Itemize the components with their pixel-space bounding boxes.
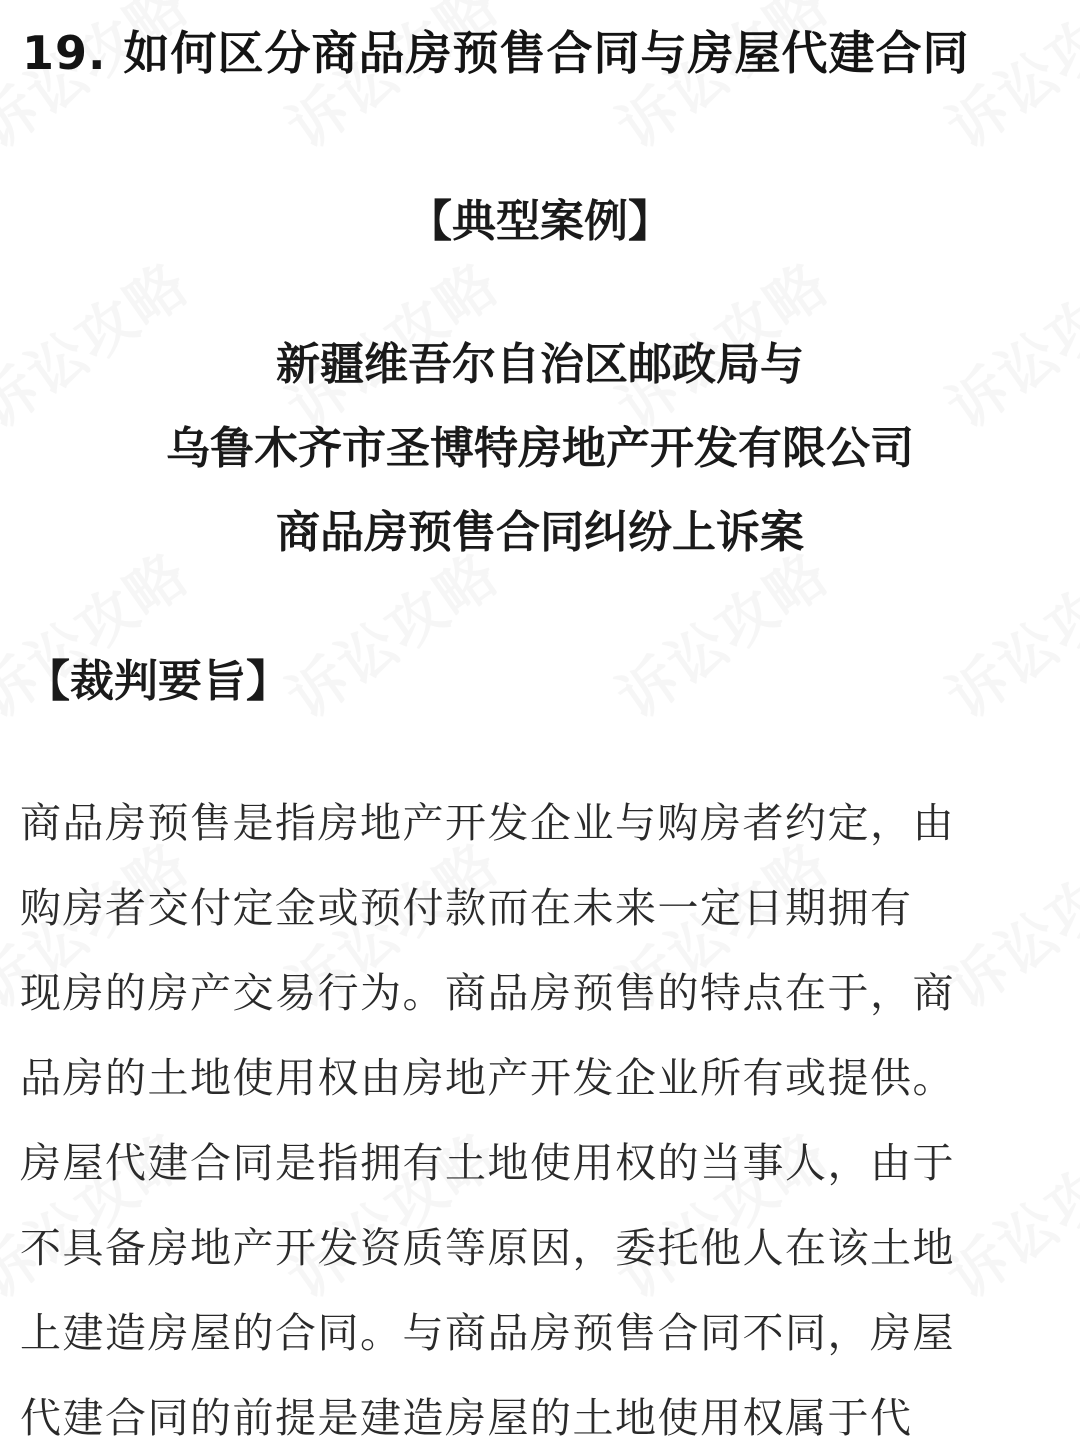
case-title [0,330,1080,582]
body-line: 上建造房屋的合同。与商品房预售合同不同，房屋 [20,1309,955,1357]
case-title-line: 乌鲁木齐市圣博特房地产开发有限公司 [166,423,914,474]
body-line: 代建合同的前提是建造房屋的土地使用权属于代 [20,1394,913,1442]
body-paragraph [20,788,1065,1450]
ruling-summary-label: 【裁判要旨】 [26,656,290,707]
page-title: 19. 如何区分商品房预售合同与房屋代建合同 [22,26,970,80]
body-line: 现房的房产交易行为。商品房预售的特点在于，商 [20,969,955,1017]
case-title-line: 新疆维吾尔自治区邮政局与 [276,339,804,390]
body-line: 不具备房地产开发资质等原因，委托他人在该土地 [20,1224,955,1272]
body-line: 购房者交付定金或预付款而在未来一定日期拥有 [20,884,913,932]
body-line: 商品房预售是指房地产开发企业与购房者约定，由 [20,799,955,847]
typical-case-label: 【典型案例】 [408,196,672,247]
body-line: 品房的土地使用权由房地产开发企业所有或提供。 [20,1054,955,1102]
body-line: 房屋代建合同是指拥有土地使用权的当事人，由于 [20,1139,955,1187]
case-title-line: 商品房预售合同纠纷上诉案 [276,507,804,558]
